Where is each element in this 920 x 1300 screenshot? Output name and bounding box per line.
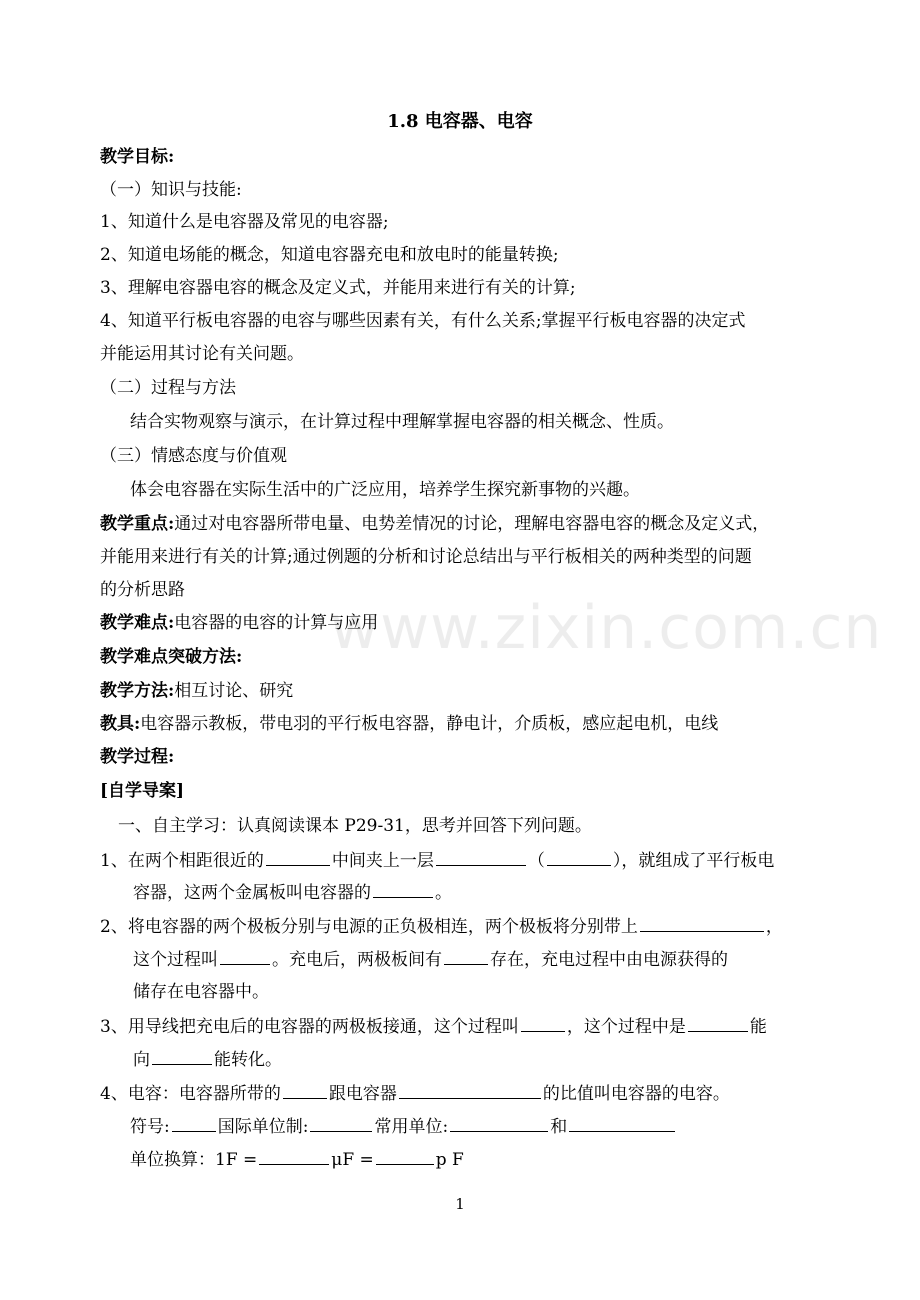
focus-line-2: 并能用来进行有关的计算;通过例题的分析和讨论总结出与平行板相关的两种类型的问题 xyxy=(100,547,752,567)
tools-label: 教具: xyxy=(100,714,141,734)
document-title: 1.8 电容器、电容 xyxy=(387,111,533,132)
method-line xyxy=(100,679,293,703)
fill-blank[interactable] xyxy=(376,1147,434,1165)
question-2-line-2: 这个过程叫 。充电后，两极板间有 存在，充电过程中由电源获得的 xyxy=(133,947,728,972)
goal-2: 2、知道电场能的概念，知道电容器充电和放电时的能量转换; xyxy=(100,245,559,265)
fill-blank[interactable] xyxy=(310,1114,372,1132)
fill-blank[interactable] xyxy=(444,947,488,965)
method-label: 教学方法: xyxy=(100,681,175,701)
fill-blank[interactable] xyxy=(220,947,270,965)
symbols-line: 符号: 国际单位制: 常用单位: 和 xyxy=(130,1114,677,1139)
question-3-line-1: 3、用导线把充电后的电容器的两极板接通，这个过程叫 ，这个过程中是 能 xyxy=(100,1014,767,1039)
method-text: 相互讨论、研究 xyxy=(174,681,294,701)
goal-4-line-1: 4、知道平行板电容器的电容与哪些因素有关，有什么关系;掌握平行板电容器的决定式 xyxy=(100,311,746,331)
fill-blank[interactable] xyxy=(436,848,526,866)
fill-blank[interactable] xyxy=(450,1114,548,1132)
goal-4-line-2: 并能运用其讨论有关问题。 xyxy=(100,344,304,364)
tools-text: 电容器示教板，带电羽的平行板电容器，静电计，介质板，感应起电机，电线 xyxy=(140,714,719,734)
fill-blank[interactable] xyxy=(373,880,433,898)
page-number: 1 xyxy=(455,1195,465,1213)
question-2-line-3: 储存在电容器中。 xyxy=(133,982,269,1002)
question-1-line-1: 1、在两个相距很近的 中间夹上一层 （ ），就组成了平行板电 xyxy=(100,848,774,873)
question-1-line-2: 容器，这两个金属板叫电容器的 。 xyxy=(133,880,452,905)
fill-blank[interactable] xyxy=(640,914,764,932)
tools-line xyxy=(100,712,718,736)
goal-1: 1、知道什么是电容器及常见的电容器; xyxy=(100,212,389,232)
watermark: www.zixin.com.cn xyxy=(330,593,883,663)
question-3-line-2: 向 能转化。 xyxy=(133,1047,282,1072)
unit-conversion-line: 单位换算：1F = μF = p F xyxy=(130,1147,464,1172)
difficulty-label: 教学难点: xyxy=(100,613,175,633)
question-2-line-1: 2、将电容器的两个极板分别与电源的正负极相连，两个极板将分别带上 ， xyxy=(100,914,783,939)
fill-blank[interactable] xyxy=(172,1114,216,1132)
guide-heading: [自学导案] xyxy=(100,781,185,801)
section-process-heading: （二）过程与方法 xyxy=(100,378,236,398)
difficulty-line xyxy=(100,611,378,635)
focus-line-1 xyxy=(100,512,769,536)
section-attitude-heading: （三）情感态度与价值观 xyxy=(100,446,287,466)
fill-blank[interactable] xyxy=(521,1014,565,1032)
focus-label: 教学重点: xyxy=(100,514,175,534)
fill-blank[interactable] xyxy=(283,1081,327,1099)
process-heading: 教学过程: xyxy=(100,747,175,767)
fill-blank[interactable] xyxy=(152,1047,212,1065)
fill-blank[interactable] xyxy=(688,1014,748,1032)
fill-blank[interactable] xyxy=(569,1114,675,1132)
section-attitude-text: 体会电容器在实际生活中的广泛应用，培养学生探究新事物的兴趣。 xyxy=(130,480,640,500)
focus-text-1: 通过对电容器所带电量、电势差情况的讨论，理解电容器电容的概念及定义式， xyxy=(174,514,770,534)
section-knowledge-heading: （一）知识与技能: xyxy=(100,180,242,200)
question-4-line-1: 4、电容：电容器所带的 跟电容器 的比值叫电容器的电容。 xyxy=(100,1081,730,1106)
fill-blank[interactable] xyxy=(399,1081,541,1099)
focus-line-3: 的分析思路 xyxy=(100,580,185,600)
self-study-instruction: 一、自主学习：认真阅读课本 P29-31，思考并回答下列问题。 xyxy=(118,816,592,836)
section-process-text: 结合实物观察与演示，在计算过程中理解掌握电容器的相关概念、性质。 xyxy=(130,412,674,432)
fill-blank[interactable] xyxy=(547,848,611,866)
fill-blank[interactable] xyxy=(259,1147,329,1165)
fill-blank[interactable] xyxy=(266,848,330,866)
goals-heading: 教学目标: xyxy=(100,147,175,167)
goal-3: 3、理解电容器电容的概念及定义式，并能用来进行有关的计算; xyxy=(100,278,576,298)
breakthrough-heading: 教学难点突破方法: xyxy=(100,647,243,667)
difficulty-text: 电容器的电容的计算与应用 xyxy=(174,613,379,633)
